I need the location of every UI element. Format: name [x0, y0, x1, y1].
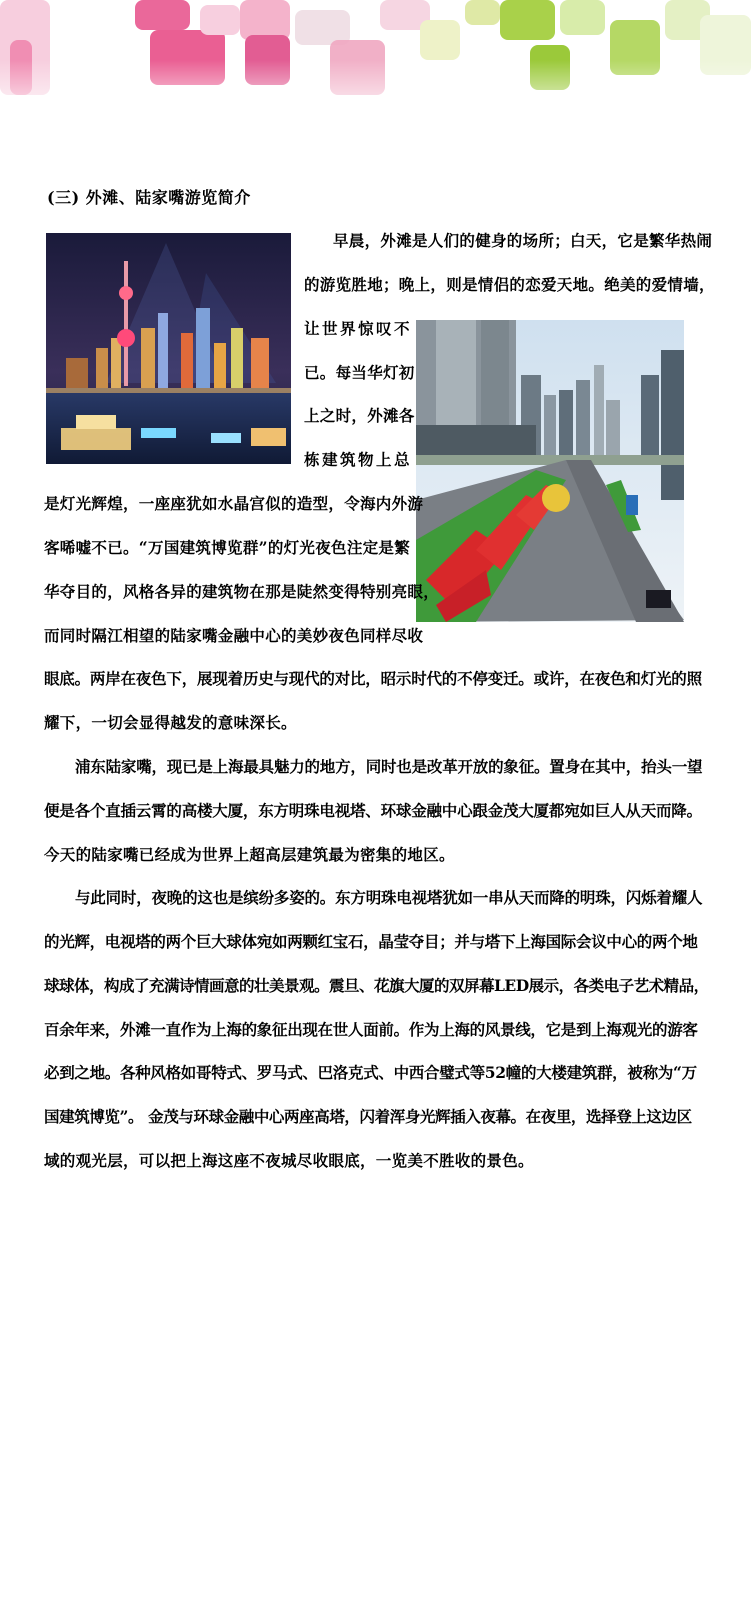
- decorative-banner: [0, 0, 751, 125]
- banner-square: [465, 0, 500, 25]
- text-line: 国建筑博览”。 金茂与环球金融中心两座高塔，闪着浑身光辉插入夜幕。在夜里，选择登上这边区: [44, 1107, 692, 1126]
- night-skyline-photo: [46, 233, 291, 464]
- section-heading: (三) 外滩、陆家嘴游览简介: [47, 188, 251, 207]
- text-line: 上之时，外滩各: [304, 406, 415, 425]
- text-line: 球球体，构成了充满诗情画意的壮美景观。震旦、花旗大厦的双屏幕LED展示，各类电子艺术精品，: [44, 976, 709, 995]
- text-line: 与此同时，夜晚的这也是缤纷多姿的。东方明珠电视塔犹如一串从天而降的明珠，闪烁着耀人: [75, 888, 703, 907]
- banner-square: [500, 0, 555, 40]
- text-line: 已。每当华灯初: [304, 363, 415, 382]
- text-line: 而同时隔江相望的陆家嘴金融中心的美妙夜色同样尽收: [44, 626, 424, 645]
- text-line: 栋建筑物上总: [304, 450, 413, 469]
- text-line: 让世界惊叹不: [304, 319, 413, 338]
- text-line: 华夺目的，风格各异的建筑物在那是陡然变得特别亮眼，: [44, 582, 440, 601]
- text-line: 今天的陆家嘴已经成为世界上超高层建筑最为密集的地区。: [44, 845, 455, 864]
- banner-square: [420, 20, 460, 60]
- banner-square: [200, 5, 240, 35]
- banner-square: [560, 0, 605, 35]
- banner-square: [135, 0, 190, 30]
- pudong-daytime-photo: [416, 320, 684, 622]
- text-line: 客唏嘘不已。“万国建筑博览群”的灯光夜色注定是繁: [44, 538, 411, 557]
- text-line: 耀下，一切会显得越发的意味深长。: [44, 713, 297, 732]
- text-line: 是灯光辉煌，一座座犹如水晶宫似的造型，令海内外游: [44, 494, 424, 513]
- text-line: 的游览胜地；晚上，则是情侣的恋爱天地。绝美的爱情墙，: [304, 275, 715, 294]
- text-line: 百余年来，外滩一直作为上海的象征出现在世人面前。作为上海的风景线，它是到上海观光的游客: [44, 1020, 698, 1039]
- text-line: 必到之地。各种风格如哥特式、罗马式、巴洛克式、中西合璧式等52幢的大楼建筑群，被称为“万: [44, 1063, 697, 1082]
- banner-fade: [0, 60, 751, 125]
- banner-square: [240, 0, 290, 40]
- text-line: 便是各个直插云霄的高楼大厦，东方明珠电视塔、环球金融中心跟金茂大厦都宛如巨人从天而降。: [44, 801, 702, 820]
- text-line: 域的观光层，可以把上海这座不夜城尽收眼底，一览美不胜收的景色。: [44, 1151, 534, 1170]
- text-line: 眼底。两岸在夜色下，展现着历史与现代的对比，昭示时代的不停变迁。或许，在夜色和灯光的照: [44, 669, 702, 688]
- text-line: 的光辉，电视塔的两个巨大球体宛如两颗红宝石，晶莹夺目；并与塔下上海国际会议中心的两个地: [44, 932, 698, 951]
- text-line: 早晨，外滩是人们的健身的场所；白天，它是繁华热闹: [333, 231, 713, 250]
- text-line: 浦东陆家嘴，现已是上海最具魅力的地方，同时也是改革开放的象征。置身在其中，抬头一望: [75, 757, 703, 776]
